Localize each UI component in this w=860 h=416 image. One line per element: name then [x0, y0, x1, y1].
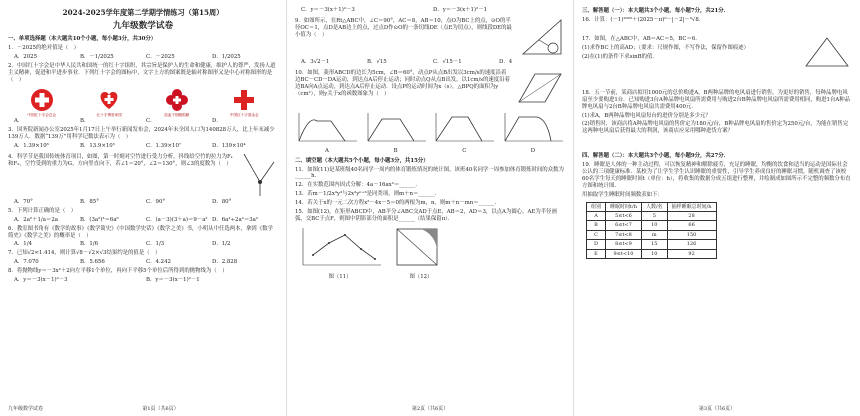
option-d: D． — [212, 118, 222, 125]
cell: 126 — [667, 240, 716, 249]
question-7: 7．已知√2≈1.414，则计算√8－√2×√3结果约是的值是（ ） — [8, 250, 161, 257]
logo-b — [89, 87, 129, 118]
question-4: 4．科学节是我国传统体育项目，如图，第一时刻对空竹进行受力分析，抖线给空竹的拉力为F₁和F₂，空竹受到的重力为G，方向竖直向下，若∠1＝20°，∠2＝130°，则∠3的度数为（ ） — [8, 153, 233, 167]
option-c: C．－2025 — [146, 54, 175, 61]
question-1-options — [14, 54, 278, 61]
option-c: C．(a－3)(3＋a)＝9－a² — [146, 216, 208, 223]
question-9-block — [295, 16, 565, 58]
cell: C — [587, 230, 606, 239]
cell: 28 — [667, 212, 716, 221]
cell: 150 — [667, 230, 716, 239]
header-sleep-time: 睡眠时间t/h — [606, 202, 642, 211]
option-a: A．1/4 — [14, 241, 32, 248]
rhombus-diagram — [515, 68, 565, 108]
graph-a-label: A — [325, 147, 329, 154]
question-6: 6．教室图书角有《数学的故事》《数学简史》《中国数学史话》《数学之美》书，小明从中任选两本，拿到《数学简史》《数学之美》的概率是（ ） — [8, 225, 273, 239]
footer-page-number: 第1页（共6页） — [142, 405, 179, 412]
rectangle-arc-diagram — [391, 225, 451, 271]
flower-cross-icon — [164, 87, 190, 113]
cell: 10 — [641, 249, 667, 258]
question-6-options — [14, 241, 278, 248]
exam-page-1 — [0, 0, 286, 416]
question-10-block — [295, 68, 565, 108]
question-17-block — [582, 34, 852, 70]
header-group: 组别 — [587, 202, 606, 211]
footer-page-number: 第3页（共6页） — [698, 405, 736, 412]
graph-c-label: C — [462, 147, 467, 154]
graph-b — [364, 111, 428, 145]
question-18-part-2: (2)销售时，该商店将A种品牌电风扇的售价定为180元/台，B种品牌电风扇的售价定为250元/台，为能在销售完这两种电风扇后获得最大的利润，该商店应采用哪种进货方案？ — [582, 121, 849, 135]
option-a: A．y＝－3(x－1)²－3 — [14, 277, 68, 284]
graph-d — [501, 111, 565, 145]
footer-exam-name: 九年级数学试卷 — [8, 405, 44, 412]
figure-11-caption: 图（11） — [328, 273, 352, 280]
option-b: B． — [80, 118, 90, 125]
option-c: C．y＝－3(x＋1)²－3 — [301, 7, 355, 13]
section-2-heading: 二、填空题（本大题共5个小题，每小题3分，共15分） — [295, 157, 429, 164]
question-4-options — [14, 199, 278, 206]
question-2-options — [14, 118, 278, 125]
exam-subtitle: 九年级数学试卷 — [112, 21, 174, 32]
graph-option-c — [432, 111, 496, 155]
option-b: B．85° — [80, 198, 99, 205]
page-2-footer — [295, 406, 565, 412]
question-16: 16．计算：(－1)²⁰²⁵＋(2025－π)⁰－|－2|－³√8． — [582, 16, 705, 23]
logo-b-caption: 红十字博爱家园 — [96, 112, 122, 117]
option-b: B．1/6 — [80, 241, 99, 248]
exam-page-2 — [287, 0, 573, 416]
question-13: 13．若m－1/2x³y³与2x²yⁿ⁺³是同类项，则m＋n＝______． — [295, 191, 440, 198]
header-count: 人数/名 — [641, 202, 667, 211]
logo-c — [157, 87, 197, 118]
graph-b-label: B — [393, 147, 398, 154]
option-b: B．5.656 — [80, 259, 105, 266]
exam-page-3 — [574, 0, 860, 416]
question-8-options-ab — [14, 277, 278, 284]
option-a: A．2025 — [14, 54, 38, 61]
figure-12 — [391, 225, 451, 281]
option-a: A． — [14, 118, 24, 125]
option-c: C．4.242 — [146, 259, 171, 266]
question-11: 11．如图(11)是某班级40名同学一周内的体育锻炼情况的统计图，该班40名同学一周参加体育锻炼时间的众数为______h． — [295, 166, 564, 180]
cross-icon — [231, 87, 257, 113]
section-3-heading: 三、解答题（一）：本大题共3个小题，每小题7分，共21分． — [582, 8, 730, 14]
option-a: A．7.070 — [14, 259, 39, 266]
question-10-graph-options — [295, 111, 565, 155]
option-d: D．80° — [212, 198, 232, 205]
option-b: B．y＝－3(x－1)²－1 — [146, 277, 200, 284]
isosceles-triangle-diagram — [802, 34, 852, 70]
question-4-block — [8, 152, 278, 198]
question-18: 18．五一节前，某商店拟用1000元的总价购进A，B两种品牌的电风扇进行销售，为更好的销售，每种品牌电风扇至少要购进1台．已知购进3台A种品牌电风扇所需费用与购进2台B种品牌电风扇所需费用相同，购进1台A种品牌电风扇与2台B种品牌电风扇共需费用400元． — [582, 89, 851, 110]
graph-a — [295, 111, 359, 145]
question-8: 8．将抛物线y＝－3x²＋2向左平移1个单位，再向下平移5个单位后所得到的抛物线为（ ） — [8, 268, 228, 275]
section-1-heading: 一、单项选择题（本大题共10个小题，每小题3分，共30分） — [8, 36, 157, 43]
logo-c-caption: 造血干细胞捐献 — [164, 112, 190, 117]
question-8-options-cd — [301, 7, 565, 14]
table-row — [587, 212, 717, 221]
question-5-options — [14, 217, 278, 224]
cell: 6≤t<7 — [606, 221, 642, 230]
question-3: 3．国务院新闻办公室2025年1月17日上午举行新闻发布会，2024年末全国人口为140828万人，比上年末减少139万人．数据“139万”用科学记数法表示为（ ） — [8, 127, 275, 141]
table-row — [587, 240, 717, 249]
figures-row — [295, 225, 565, 281]
cell: 66 — [667, 221, 716, 230]
question-15: 15．如图(12)，在矩形ABCD中，AB平分∠ABC交AD于点E，AB＝2，AD＝3，以点A为圆心，AE为半径画弧，交BC于点F，则图中阴影部分的面积是______（结果保留π）． — [295, 209, 557, 222]
figure-12-caption: 图（12） — [409, 273, 433, 280]
logo-d — [224, 87, 264, 118]
option-a: A．2a²＋1/a＝2a — [14, 216, 58, 223]
page-3-footer — [582, 406, 852, 412]
question-14: 14．若关于x的一元二次方程x²－4x－5＝0的两根为m，n，则m＋n－mn＝______． — [295, 200, 501, 207]
option-d: D．y＝－3(x＋1)²－1 — [433, 7, 488, 13]
table-row — [587, 230, 717, 239]
option-b: B．(3a²)³＝6a⁶ — [80, 216, 119, 223]
cell: E — [587, 249, 606, 258]
question-7-options — [14, 259, 278, 266]
logo-a-caption: 中国红十字会总会 — [27, 112, 57, 117]
option-b: B．√15 — [367, 58, 387, 65]
option-b: B．13.9×10⁵ — [80, 142, 115, 149]
sleep-frequency-table — [586, 202, 717, 259]
cell: 5≤t<6 — [606, 212, 642, 221]
cell: 9≤t<10 — [606, 249, 642, 258]
question-18-part-1: (1)求A，B两种品牌电风扇每台的进价分别是多少元？ — [582, 112, 711, 119]
question-5: 5．下列计算正确的是（ ） — [8, 207, 77, 214]
heart-cross-icon — [96, 87, 122, 113]
option-c: C．90° — [146, 198, 166, 205]
cell: A — [587, 212, 606, 221]
cell: D — [587, 240, 606, 249]
logo-d-caption: 中国红十字基金会 — [229, 112, 259, 117]
question-3-options — [14, 143, 278, 150]
option-d: D．1/2 — [212, 241, 231, 248]
option-d: D．2.828 — [212, 259, 238, 266]
option-a: A．70° — [14, 198, 33, 205]
option-d: D．1/2025 — [212, 54, 241, 61]
question-9: 9．如图所示，在Rt△ABC中，∠C＝90°，AC＝8，AB＝10，点O为BC上的点，⊙O的半径OC＝1，点D是AB边上的点，过点D作⊙O的一条切线DE（点E为切点），则线段DE的最小值为（ ） — [295, 17, 512, 38]
exam-title: 2024-2025学年度第二学期学情练习（第15周） — [62, 8, 224, 17]
footer-page-number: 第2页（共6页） — [411, 405, 449, 412]
option-c: C．1.39×10⁷ — [146, 142, 182, 149]
question-9-options — [301, 59, 565, 66]
logo-a — [22, 87, 62, 118]
table-header-row — [587, 202, 717, 211]
option-d: D．6a²÷2a²＝3a² — [212, 216, 259, 223]
option-c: C． — [146, 118, 156, 125]
table-row — [587, 249, 717, 258]
question-2: 2．中国红十字会是中华人民共和国统一的红十字组织，其宗旨是保护人的生命和健康，维护人的尊严，发扬人道主义精神，促进和平进步事业．下列红十字会的图标中，文字上方的图案既是轴对称图形又是中心对称图形的是（ ） — [8, 62, 276, 83]
question-19: 19．睡眠是人体的一种主动过程，可以恢复精神和解除疲劳，充足的睡眠，均衡的饮食和适当的运动是国际社会公认的三项健康标准．某校为了让学生学生认识睡眠的重要性，引导学生养成良好的睡眠习惯，随机调查了该校60名学生每天的睡眠时间t（单位：h），将收集的数据分成五组进行整理，并绘制成如图所示不完整的频数分布直方图和统计图． — [582, 162, 851, 189]
graph-option-a — [295, 111, 359, 155]
question-10: 10．如图，菱形ABCD的边长为5cm，∠B＝60°，动点P从点B出发以3cm/s的速度沿着边BC－CD－DA运动，到达点A后停止运动；同时动点Q从点B出发，以1cm/s的速度沿着边BA向A点运动，到达点A后停止运动．设点P的运动时间为x（s），△BPQ的面积为y（cm²），则y关于x的函数图象为（ ） — [295, 69, 510, 97]
triangle-circle-diagram — [519, 16, 565, 58]
option-a: A．1.39×10⁶ — [14, 142, 49, 149]
option-b: B．－1/2025 — [80, 54, 114, 61]
option-d: D．139×10⁴ — [212, 142, 246, 149]
cell: 8≤t<9 — [606, 240, 642, 249]
cell: B — [587, 221, 606, 230]
cell: 7≤t<8 — [606, 230, 642, 239]
red-cross-logos — [8, 87, 278, 118]
graph-option-d — [501, 111, 565, 155]
cell: 92 — [667, 249, 716, 258]
option-d: D．4 — [499, 58, 513, 65]
question-17-part-2: (2)在(1)的条件下求sinB的值． — [582, 53, 658, 60]
question-1: 1．－2025的绝对值是（ ） — [8, 45, 80, 52]
figure-11 — [295, 225, 385, 281]
cell: m — [641, 230, 667, 239]
table-row — [587, 221, 717, 230]
header-total-time: 抽样睡眠总时间/h — [667, 202, 716, 211]
question-17: 17．如图，在△ABC中，AB＝AC＝5，BC＝6． — [582, 35, 701, 42]
question-12: 12．在实数范围内因式分解：4a－16ax²＝______． — [295, 182, 421, 189]
question-19-note: 用抽取学生睡眠时间频数表如下： — [582, 191, 663, 198]
cell: 5 — [641, 212, 667, 221]
cell: 10 — [641, 221, 667, 230]
exercise-line-chart — [295, 225, 385, 271]
graph-option-b — [364, 111, 428, 155]
graph-c — [432, 111, 496, 145]
cell: 15 — [641, 240, 667, 249]
question-17-part-1: (1)求作BC上的高AD；（要求：尺规作图，不写作法，保留作图痕迹） — [582, 44, 749, 51]
diabolo-force-diagram — [238, 152, 278, 198]
red-cross-circle-icon — [29, 87, 55, 113]
graph-d-label: D — [530, 147, 536, 154]
option-c: C．1/3 — [146, 241, 165, 248]
option-c: C．√15－1 — [433, 58, 462, 65]
option-a: A．3√2－1 — [301, 58, 330, 65]
section-4-heading: 四、解答题（二）：本大题共3个小题，每小题9分，共27分． — [582, 153, 730, 160]
page-1-footer — [8, 406, 278, 412]
